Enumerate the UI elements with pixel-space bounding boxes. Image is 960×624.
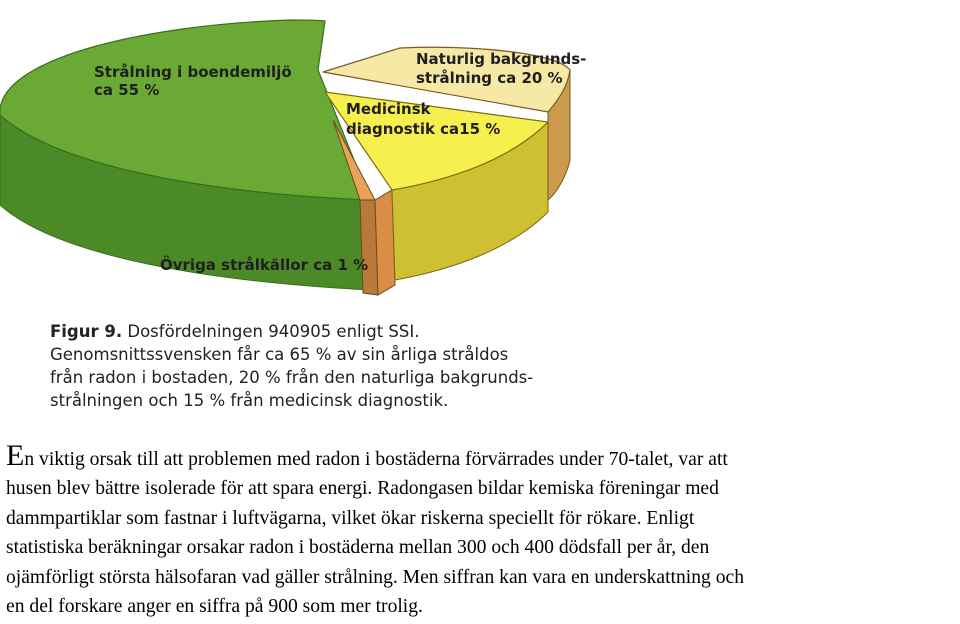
label-naturlig-line1: Naturlig bakgrunds- [416,50,587,68]
body-line-2: husen blev bättre isolerade för att spara energi. Radongasen bildar kemiska föreningar med [6,478,719,500]
body-line-3: dammpartiklar som fastnar i luftvägarna, vilket ökar riskerna speciellt för rökare. Enligt [6,507,695,529]
caption-line-2: från radon i bostaden, 20 % från den naturliga bakgrunds- [50,368,534,387]
figure-title: Dosfördelningen 940905 enligt SSI. [127,322,420,341]
body-line-4: statistiska beräkningar orsakar radon i bostäderna mellan 300 och 400 dödsfall per år, den [6,537,710,559]
body-line-1-text: n viktig orsak till att problemen med radon i bostäderna förvärrades under 70-talet, var att [24,449,728,470]
label-boendemiljo-line1: Strålning i boendemiljö [94,63,292,81]
caption-line-1: Genomsnittssvensken får ca 65 % av sin årliga stråldos [50,345,509,364]
label-naturlig-line2: strålning ca 20 % [416,69,563,87]
figure-caption [50,320,610,412]
slice-edge-ovriga [375,190,395,295]
caption-title-line [50,320,610,343]
caption-line-3: strålningen och 15 % från medicinsk diagnostik. [50,391,449,410]
pie-chart-svg [0,0,600,300]
body-line-6: en del forskare anger en siffra på 900 som mer trolig. [6,596,423,618]
label-ovriga: Övriga strålkällor ca 1 % [160,256,369,274]
body-line-1 [6,439,958,474]
figure-label: Figur 9. [50,322,123,341]
pie-chart [0,0,600,300]
label-medicinsk-line2: diagnostik ca15 % [346,120,501,138]
dropcap: E [6,439,25,472]
label-medicinsk-line1: Medicinsk [346,100,431,118]
body-line-5: ojämförligt största hälsofaran vad gäller strålning. Men siffran kan vara en underskattning och [6,566,744,588]
body-paragraph [6,439,958,621]
label-boendemiljo-line2: ca 55 % [94,81,160,99]
